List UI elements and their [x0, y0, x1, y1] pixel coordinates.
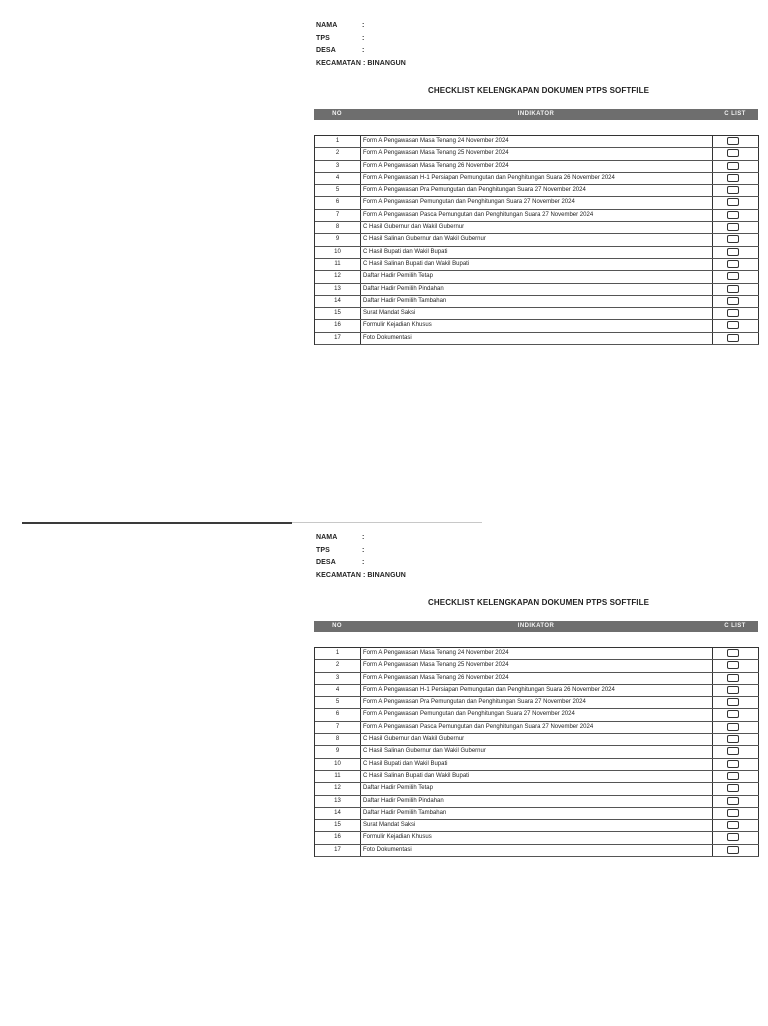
- row-indikator: C Hasil Salinan Bupati dan Wakil Bupati: [361, 771, 713, 782]
- row-indikator: C Hasil Salinan Gubernur dan Wakil Gubernur: [361, 746, 713, 757]
- row-indikator: C Hasil Salinan Bupati dan Wakil Bupati: [361, 259, 713, 270]
- row-indikator: Formulir Kejadian Khusus: [361, 832, 713, 843]
- table-row: [315, 808, 759, 820]
- table-row: [315, 333, 759, 345]
- checkbox[interactable]: [727, 661, 739, 669]
- row-indikator: C Hasil Gubernur dan Wakil Gubernur: [361, 734, 713, 745]
- table-row: [315, 796, 759, 808]
- check-cell: [713, 320, 759, 331]
- check-cell: [713, 197, 759, 208]
- table-row: [315, 783, 759, 795]
- row-indikator: Daftar Hadir Pemilih Tetap: [361, 271, 713, 282]
- table-row: [315, 247, 759, 259]
- row-number: 1: [315, 136, 361, 147]
- table-row: [315, 709, 759, 721]
- row-number: 17: [315, 845, 361, 856]
- label-nama: NAMA: [316, 534, 338, 541]
- row-indikator: Form A Pengawasan Pasca Pemungutan dan Penghitungan Suara 27 November 2024: [361, 210, 713, 221]
- check-cell: [713, 148, 759, 159]
- row-indikator: Formulir Kejadian Khusus: [361, 320, 713, 331]
- checkbox[interactable]: [727, 149, 739, 157]
- kecamatan-value: BINANGUN: [367, 571, 406, 579]
- check-cell: [713, 845, 759, 856]
- checkbox[interactable]: [727, 174, 739, 182]
- row-indikator: Foto Dokumentasi: [361, 333, 713, 344]
- check-cell: [713, 783, 759, 794]
- row-number: 8: [315, 734, 361, 745]
- scan-divider-line-faint: [292, 522, 482, 523]
- checkbox[interactable]: [727, 198, 739, 206]
- check-cell: [713, 697, 759, 708]
- header-check: C LIST: [724, 623, 746, 629]
- checkbox[interactable]: [727, 309, 739, 317]
- header-no: NO: [332, 623, 342, 629]
- label-tps: TPS: [316, 34, 330, 42]
- row-indikator: Surat Mandat Saksi: [361, 308, 713, 319]
- check-cell: [713, 136, 759, 147]
- check-cell: [713, 685, 759, 696]
- info-row-desa: [316, 45, 406, 58]
- header-no: NO: [332, 111, 342, 117]
- row-number: 3: [315, 161, 361, 172]
- row-number: 4: [315, 173, 361, 184]
- table-row: [315, 148, 759, 160]
- checkbox[interactable]: [727, 735, 739, 743]
- check-cell: [713, 296, 759, 307]
- label-desa: DESA: [316, 559, 336, 566]
- row-number: 2: [315, 660, 361, 671]
- checkbox[interactable]: [727, 833, 739, 841]
- table-row: [315, 673, 759, 685]
- checkbox[interactable]: [727, 686, 739, 694]
- checkbox[interactable]: [727, 211, 739, 219]
- checklist-table: [314, 647, 759, 857]
- row-number: 6: [315, 197, 361, 208]
- check-cell: [713, 271, 759, 282]
- checkbox[interactable]: [727, 162, 739, 170]
- row-indikator: Daftar Hadir Pemilih Pindahan: [361, 796, 713, 807]
- row-number: 14: [315, 808, 361, 819]
- check-cell: [713, 796, 759, 807]
- table-row: [315, 734, 759, 746]
- row-number: 11: [315, 259, 361, 270]
- table-row: [315, 161, 759, 173]
- checkbox[interactable]: [727, 649, 739, 657]
- check-cell: [713, 820, 759, 831]
- row-number: 1: [315, 648, 361, 659]
- row-indikator: Form A Pengawasan Masa Tenang 24 November 2024: [361, 136, 713, 147]
- row-indikator: C Hasil Gubernur dan Wakil Gubernur: [361, 222, 713, 233]
- row-indikator: Daftar Hadir Pemilih Tambahan: [361, 808, 713, 819]
- check-cell: [713, 308, 759, 319]
- table-header: [314, 621, 758, 632]
- checkbox[interactable]: [727, 235, 739, 243]
- table-row: [315, 197, 759, 209]
- table-row: [315, 746, 759, 758]
- row-indikator: Form A Pengawasan Pra Pemungutan dan Penghitungan Suara 27 November 2024: [361, 697, 713, 708]
- table-row: [315, 771, 759, 783]
- table-row: [315, 136, 759, 148]
- header-indikator: INDIKATOR: [517, 111, 555, 117]
- separator: :: [362, 571, 366, 579]
- row-number: 2: [315, 148, 361, 159]
- row-number: 15: [315, 820, 361, 831]
- label-kecamatan: KECAMATAN: [316, 59, 361, 67]
- checklist-sheet-bottom: [0, 526, 768, 1026]
- checkbox[interactable]: [727, 248, 739, 256]
- row-number: 16: [315, 320, 361, 331]
- checkbox[interactable]: [727, 846, 739, 854]
- table-row: [315, 722, 759, 734]
- check-cell: [713, 734, 759, 745]
- info-row-nama: [316, 532, 406, 545]
- table-row: [315, 222, 759, 234]
- row-number: 10: [315, 247, 361, 258]
- check-cell: [713, 648, 759, 659]
- row-indikator: Surat Mandat Saksi: [361, 820, 713, 831]
- checkbox[interactable]: [727, 698, 739, 706]
- table-row: [315, 296, 759, 308]
- row-number: 7: [315, 722, 361, 733]
- row-number: 13: [315, 284, 361, 295]
- info-row-nama: [316, 20, 406, 33]
- checkbox[interactable]: [727, 321, 739, 329]
- row-indikator: Form A Pengawasan Masa Tenang 25 November 2024: [361, 660, 713, 671]
- row-indikator: Daftar Hadir Pemilih Tetap: [361, 783, 713, 794]
- row-number: 15: [315, 308, 361, 319]
- row-indikator: C Hasil Bupati dan Wakil Bupati: [361, 759, 713, 770]
- checkbox[interactable]: [727, 760, 739, 768]
- check-cell: [713, 808, 759, 819]
- row-number: 9: [315, 746, 361, 757]
- check-cell: [713, 234, 759, 245]
- table-row: [315, 271, 759, 283]
- check-cell: [713, 832, 759, 843]
- info-row-desa: [316, 557, 406, 570]
- checkbox[interactable]: [727, 797, 739, 805]
- check-cell: [713, 333, 759, 344]
- info-row-tps: [316, 545, 406, 558]
- scan-divider-line: [22, 522, 292, 524]
- check-cell: [713, 210, 759, 221]
- row-number: 9: [315, 234, 361, 245]
- row-indikator: Form A Pengawasan Masa Tenang 24 November 2024: [361, 648, 713, 659]
- row-indikator: Form A Pengawasan Masa Tenang 26 November 2024: [361, 161, 713, 172]
- separator: :: [362, 534, 365, 541]
- checkbox[interactable]: [727, 223, 739, 231]
- checkbox[interactable]: [727, 723, 739, 731]
- checkbox[interactable]: [727, 297, 739, 305]
- row-indikator: Form A Pengawasan Pemungutan dan Penghitungan Suara 27 November 2024: [361, 709, 713, 720]
- check-cell: [713, 722, 759, 733]
- row-number: 16: [315, 832, 361, 843]
- table-row: [315, 845, 759, 857]
- separator: :: [362, 47, 365, 54]
- row-number: 7: [315, 210, 361, 221]
- label-tps: TPS: [316, 546, 330, 554]
- row-indikator: Foto Dokumentasi: [361, 845, 713, 856]
- check-cell: [713, 284, 759, 295]
- row-indikator: Form A Pengawasan Pasca Pemungutan dan Penghitungan Suara 27 November 2024: [361, 722, 713, 733]
- checkbox[interactable]: [727, 272, 739, 280]
- separator: :: [362, 22, 365, 29]
- row-indikator: C Hasil Bupati dan Wakil Bupati: [361, 247, 713, 258]
- row-indikator: Form A Pengawasan H-1 Persiapan Pemungutan dan Penghitungan Suara 26 November 2024: [361, 685, 713, 696]
- checkbox[interactable]: [727, 334, 739, 342]
- table-row: [315, 308, 759, 320]
- checkbox[interactable]: [727, 821, 739, 829]
- row-indikator: Daftar Hadir Pemilih Pindahan: [361, 284, 713, 295]
- check-cell: [713, 746, 759, 757]
- info-row-kecamatan: [316, 570, 406, 583]
- check-cell: [713, 759, 759, 770]
- checkbox[interactable]: [727, 186, 739, 194]
- row-indikator: Form A Pengawasan Pemungutan dan Penghitungan Suara 27 November 2024: [361, 197, 713, 208]
- check-cell: [713, 173, 759, 184]
- check-cell: [713, 673, 759, 684]
- separator: :: [362, 34, 365, 42]
- separator: :: [362, 546, 365, 554]
- checkbox[interactable]: [727, 809, 739, 817]
- table-row: [315, 210, 759, 222]
- separator: :: [362, 59, 366, 67]
- row-indikator: C Hasil Salinan Gubernur dan Wakil Gubernur: [361, 234, 713, 245]
- row-indikator: Form A Pengawasan Pra Pemungutan dan Penghitungan Suara 27 November 2024: [361, 185, 713, 196]
- checkbox[interactable]: [727, 285, 739, 293]
- row-number: 11: [315, 771, 361, 782]
- row-indikator: Form A Pengawasan Masa Tenang 26 November 2024: [361, 673, 713, 684]
- header-indikator: INDIKATOR: [517, 623, 555, 629]
- label-kecamatan: KECAMATAN: [316, 571, 361, 579]
- table-row: [315, 320, 759, 332]
- checkbox[interactable]: [727, 710, 739, 718]
- checkbox[interactable]: [727, 260, 739, 268]
- checklist-title: CHECKLIST KELENGKAPAN DOKUMEN PTPS SOFTFILE: [428, 86, 650, 95]
- check-cell: [713, 161, 759, 172]
- row-indikator: Form A Pengawasan Masa Tenang 25 November 2024: [361, 148, 713, 159]
- row-number: 12: [315, 783, 361, 794]
- table-row: [315, 259, 759, 271]
- separator: :: [362, 559, 365, 566]
- row-indikator: Form A Pengawasan H-1 Persiapan Pemungutan dan Penghitungan Suara 26 November 2024: [361, 173, 713, 184]
- row-number: 4: [315, 685, 361, 696]
- check-cell: [713, 222, 759, 233]
- checklist-table: [314, 135, 759, 345]
- table-row: [315, 820, 759, 832]
- row-number: 5: [315, 185, 361, 196]
- table-row: [315, 660, 759, 672]
- check-cell: [713, 259, 759, 270]
- row-number: 14: [315, 296, 361, 307]
- table-row: [315, 685, 759, 697]
- table-row: [315, 759, 759, 771]
- row-number: 17: [315, 333, 361, 344]
- info-row-tps: [316, 33, 406, 46]
- check-cell: [713, 185, 759, 196]
- check-cell: [713, 771, 759, 782]
- table-header: [314, 109, 758, 120]
- row-indikator: Daftar Hadir Pemilih Tambahan: [361, 296, 713, 307]
- label-desa: DESA: [316, 47, 336, 54]
- check-cell: [713, 709, 759, 720]
- table-row: [315, 173, 759, 185]
- info-block: [316, 532, 406, 582]
- checkbox[interactable]: [727, 137, 739, 145]
- row-number: 3: [315, 673, 361, 684]
- check-cell: [713, 247, 759, 258]
- row-number: 12: [315, 271, 361, 282]
- row-number: 8: [315, 222, 361, 233]
- info-row-kecamatan: [316, 58, 406, 71]
- checkbox[interactable]: [727, 784, 739, 792]
- checkbox[interactable]: [727, 674, 739, 682]
- checklist-title: CHECKLIST KELENGKAPAN DOKUMEN PTPS SOFTFILE: [428, 598, 650, 607]
- header-check: C LIST: [724, 111, 746, 117]
- row-number: 13: [315, 796, 361, 807]
- row-number: 6: [315, 709, 361, 720]
- kecamatan-value: BINANGUN: [367, 59, 406, 67]
- check-cell: [713, 660, 759, 671]
- checklist-sheet-top: [0, 14, 768, 514]
- checkbox[interactable]: [727, 747, 739, 755]
- table-row: [315, 234, 759, 246]
- label-nama: NAMA: [316, 22, 338, 29]
- table-row: [315, 185, 759, 197]
- table-row: [315, 284, 759, 296]
- info-block: [316, 20, 406, 70]
- table-row: [315, 697, 759, 709]
- table-row: [315, 832, 759, 844]
- row-number: 10: [315, 759, 361, 770]
- table-row: [315, 648, 759, 660]
- row-number: 5: [315, 697, 361, 708]
- checkbox[interactable]: [727, 772, 739, 780]
